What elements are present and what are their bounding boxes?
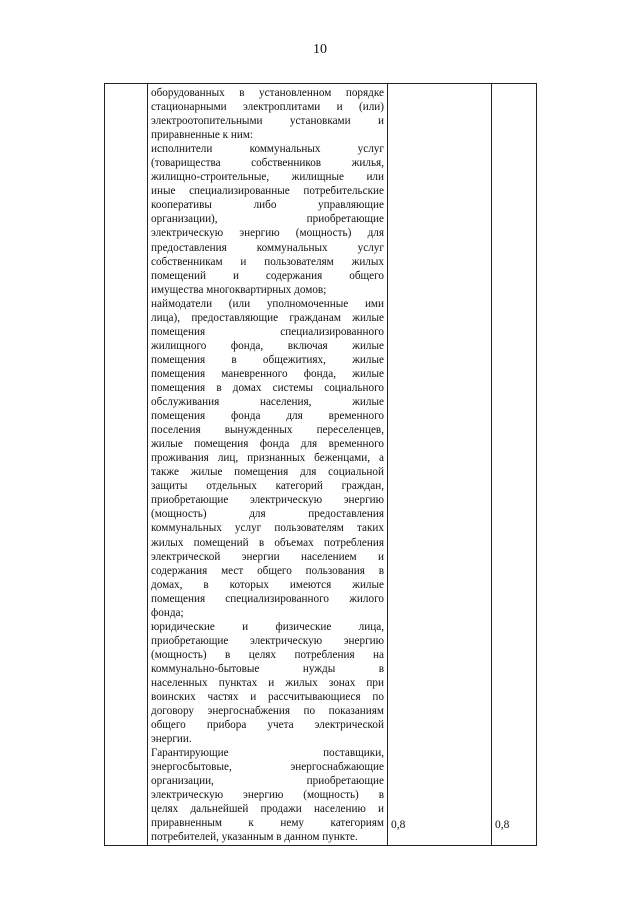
- text-line: электрической энергии населением и: [151, 550, 384, 563]
- text-line: приравненные к ним:: [151, 129, 254, 142]
- text-line: (мощность) в целях потребления на: [151, 648, 384, 661]
- text-line: защиты отдельных категорий граждан,: [151, 480, 384, 493]
- text-line: жилищного фонда, включая жилые: [151, 339, 384, 352]
- text-line: электрическую энергию (мощность) в: [151, 789, 384, 802]
- text-line: проживания лиц, признанных беженцами, а: [151, 452, 384, 465]
- text-line: оборудованных в установленном порядке: [151, 87, 384, 99]
- text-line: энергии.: [151, 733, 192, 746]
- text-line: общего прибора учета электрической: [151, 719, 384, 732]
- table-row: [105, 84, 537, 846]
- text-line: электроотопительными установками и: [151, 115, 384, 128]
- text-line: исполнители коммунальных услуг: [151, 143, 384, 156]
- text-line: (мощность) для предоставления: [151, 508, 384, 521]
- text-line: жилые помещения фонда для временного: [151, 438, 384, 451]
- text-line: (товарищества собственников жилья,: [151, 157, 384, 170]
- text-line: кооперативы либо управляющие: [151, 199, 384, 212]
- text-line: населенных пунктах и жилых зонах при: [151, 676, 384, 689]
- text-line: предоставления коммунальных услуг: [151, 241, 384, 254]
- text-line: приобретающие электрическую энергию: [151, 634, 384, 647]
- tariff-table: [104, 83, 537, 846]
- number-cell: [105, 84, 148, 846]
- text-line: целях дальнейшей продажи населению и: [151, 803, 384, 816]
- value-cell-2: [492, 84, 537, 846]
- text-line: стационарными электроплитами и (или): [151, 101, 384, 114]
- text-line: потребителей, указанным в данном пункте.: [151, 831, 358, 844]
- text-line: коммунально-бытовые нужды в: [151, 662, 384, 675]
- text-line: наймодатели (или уполномоченные ими: [151, 297, 384, 310]
- coefficient-value-2: 0,8: [495, 818, 510, 831]
- text-line: юридические и физические лица,: [151, 620, 384, 633]
- value-cell-1: [388, 84, 492, 846]
- text-line: организации, приобретающие: [151, 775, 384, 788]
- text-line: жилищно-строительные, жилищные или: [151, 171, 384, 184]
- text-line: приравненным к нему категориям: [151, 817, 384, 830]
- text-line: иные специализированные потребительские: [151, 185, 384, 198]
- text-line: домах, в которых имеются жилые: [151, 578, 384, 591]
- text-line: обслуживания населения, жилые: [151, 396, 384, 409]
- text-line: электрическую энергию (мощность) для: [151, 227, 384, 240]
- text-line: фонда;: [151, 606, 184, 619]
- description-text: [151, 86, 384, 845]
- description-cell: [148, 84, 388, 846]
- text-line: договору энергоснабжения по показаниям: [151, 705, 384, 718]
- text-line: также жилые помещения для социальной: [151, 466, 384, 479]
- text-line: лица), предоставляющие гражданам жилые: [151, 311, 384, 324]
- text-line: организации), приобретающие: [151, 213, 384, 226]
- text-line: собственникам и пользователям жилых: [151, 255, 384, 268]
- text-line: содержания мест общего пользования в: [151, 564, 384, 577]
- text-line: помещения специализированного жилого: [151, 592, 384, 605]
- text-line: помещения в общежитиях, жилые: [151, 353, 384, 366]
- text-line: Гарантирующие поставщики,: [151, 747, 384, 760]
- text-line: коммунальных услуг пользователям таких: [151, 522, 384, 535]
- text-line: помещения специализированного: [151, 325, 384, 338]
- text-line: помещения фонда для временного: [151, 410, 384, 423]
- page-number: 10: [313, 42, 327, 57]
- coefficient-value-1: 0,8: [391, 818, 406, 831]
- text-line: энергосбытовые, энергоснабжающие: [151, 761, 384, 774]
- text-line: имущества многоквартирных домов;: [151, 283, 327, 296]
- text-line: воинских частях и рассчитывающиеся по: [151, 691, 384, 704]
- text-line: поселения вынужденных переселенцев,: [151, 424, 384, 437]
- text-line: помещения маневренного фонда, жилые: [151, 367, 384, 380]
- text-line: помещений и содержания общего: [151, 269, 384, 282]
- text-line: приобретающие электрическую энергию: [151, 494, 384, 507]
- text-line: жилых помещений в объемах потребления: [151, 536, 384, 549]
- text-line: помещения в домах системы социального: [151, 381, 384, 394]
